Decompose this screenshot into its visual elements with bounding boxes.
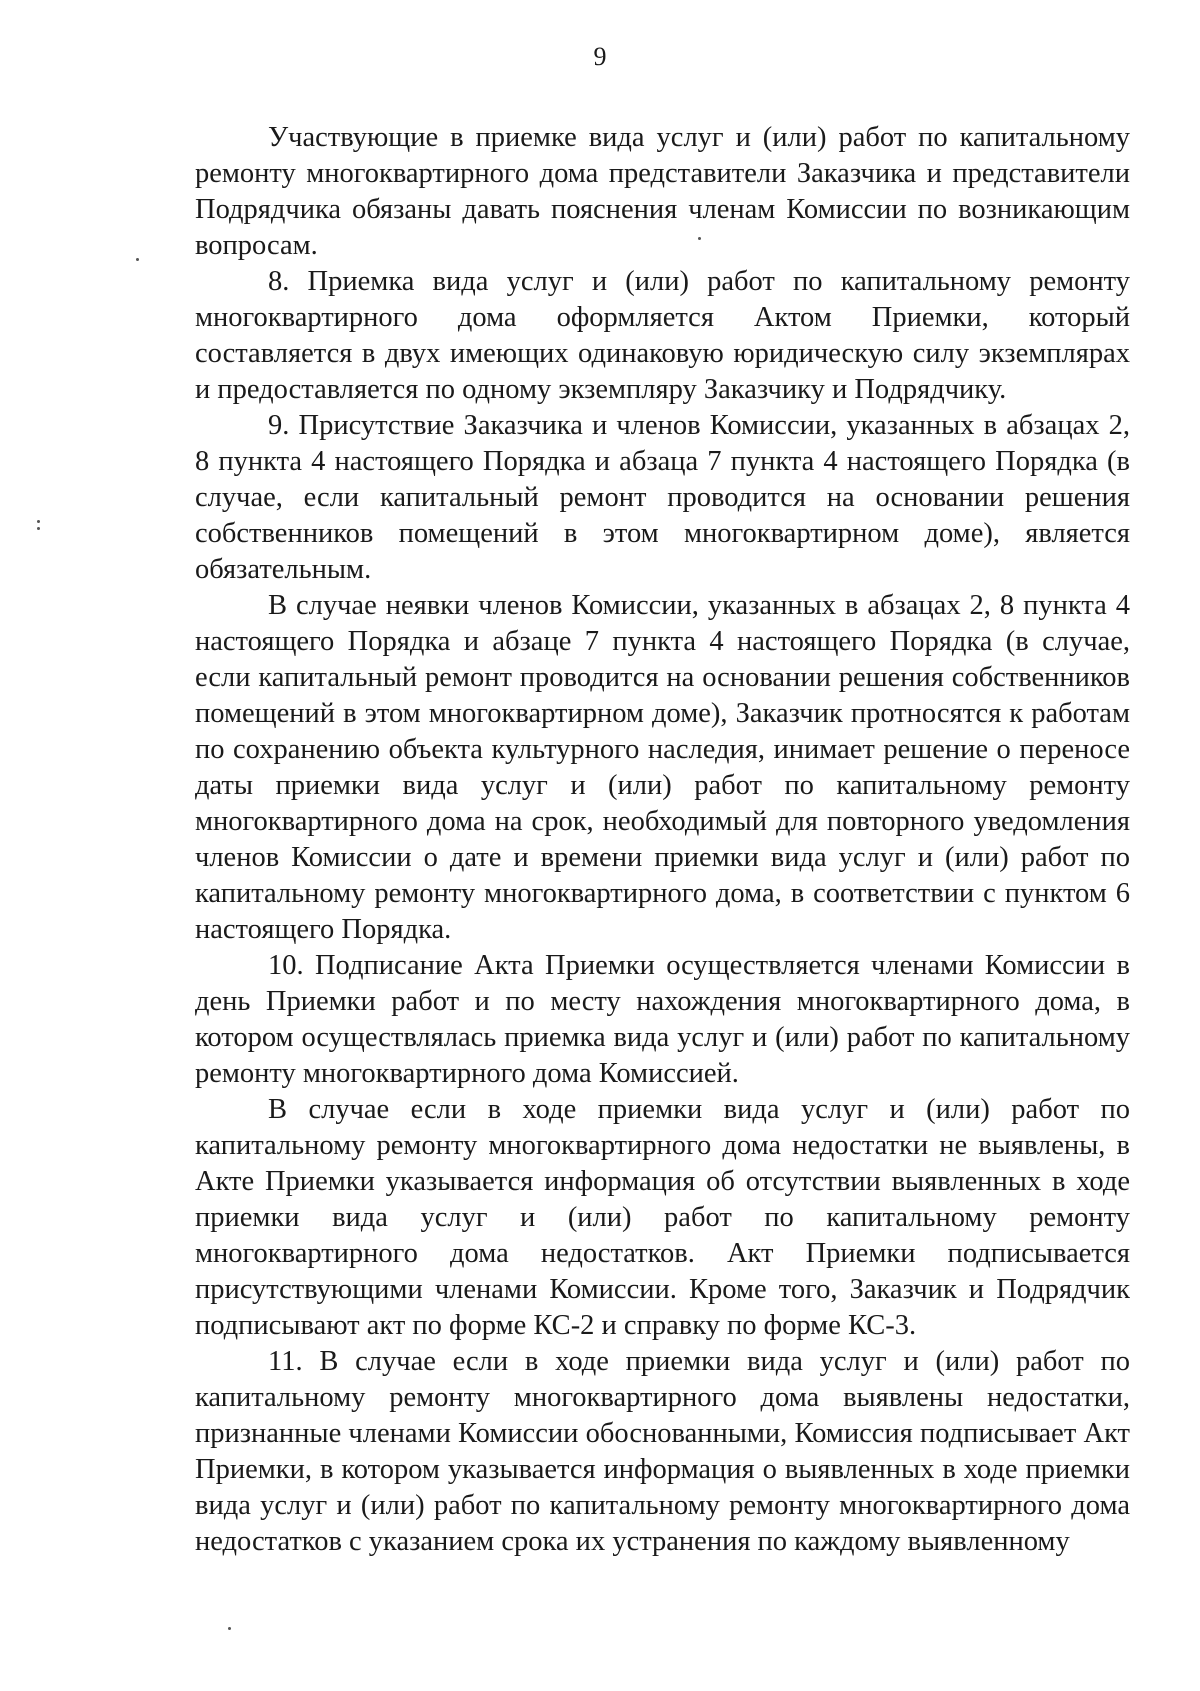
page-number: 9 — [593, 42, 607, 71]
scan-speck — [698, 237, 701, 240]
paragraph-participants-explanations: Участвующие в приемке вида услуг и (или) работ по капитальному ремонту многоквартирного дома представители Заказчика и представители Подрядчика обязаны давать пояснения членам Комиссии по возникающим вопросам. — [195, 122, 1130, 261]
scan-speck — [228, 1627, 231, 1630]
paragraph-item-8: 8. Приемка вида услуг и (или) работ по капитальному ремонту многоквартирного дома оформляется Актом Приемки, который составляется в двух имеющих одинаковую юридическую силу экземплярах и предоставляется по одному экземпляру Заказчику и Подрядчику. — [195, 266, 1130, 405]
paragraph-item-9-absence: В случае неявки членов Комиссии, указанных в абзацах 2, 8 пункта 4 настоящего Порядка и абзаце 7 пункта 4 настоящего Порядка (в случае, если капитальный ремонт проводится на основании решения собственников помещений в этом многоквартирном доме), Заказчик протносятся к работам по сохранению объекта культурного наследия, инимает решение о переносе даты приемки вида услуг и (или) работ по капитальному ремонту многоквартирного дома на срок, необходимый для повторного уведомления членов Комиссии о дате и времени приемки вида услуг и (или) работ по капитальному ремонту многоквартирного дома, в соответствии с пунктом 6 настоящего Порядка. — [195, 590, 1130, 945]
scan-speck — [37, 527, 40, 530]
paragraph-item-11: 11. В случае если в ходе приемки вида услуг и (или) работ по капитальному ремонту многоквартирного дома выявлены недостатки, признанные членами Комиссии обоснованными, Комиссия подписывает Акт Приемки, в котором указывается информация о выявленных в ходе приемки вида услуг и (или) работ по капитальному ремонту многоквартирного дома недостатков с указанием срока их устранения по каждому выявленному — [195, 1346, 1130, 1557]
scan-speck — [136, 258, 139, 261]
paragraph-item-9: 9. Присутствие Заказчика и членов Комиссии, указанных в абзацах 2, 8 пункта 4 настоящего Порядка и абзаца 7 пункта 4 настоящего Порядка (в случае, если капитальный ремонт проводится на основании решения собственников помещений в этом многоквартирном доме), является обязательным. — [195, 410, 1130, 585]
document-body — [195, 120, 1130, 1560]
paragraph-item-10-no-defects: В случае если в ходе приемки вида услуг и (или) работ по капитальному ремонту многоквартирного дома недостатки не выявлены, в Акте Приемки указывается информация об отсутствии выявленных в ходе приемки вида услуг и (или) работ по капитальному ремонту многоквартирного дома недостатков. Акт Приемки подписывается присутствующими членами Комиссии. Кроме того, Заказчик и Подрядчик подписывают акт по форме КС-2 и справку по форме КС-3. — [195, 1094, 1130, 1341]
paragraph-item-10: 10. Подписание Акта Приемки осуществляется членами Комиссии в день Приемки работ и по месту нахождения многоквартирного дома, в котором осуществлялась приемка вида услуг и (или) работ по капитальному ремонту многоквартирного дома Комиссией. — [195, 950, 1130, 1089]
scan-speck — [37, 520, 40, 523]
